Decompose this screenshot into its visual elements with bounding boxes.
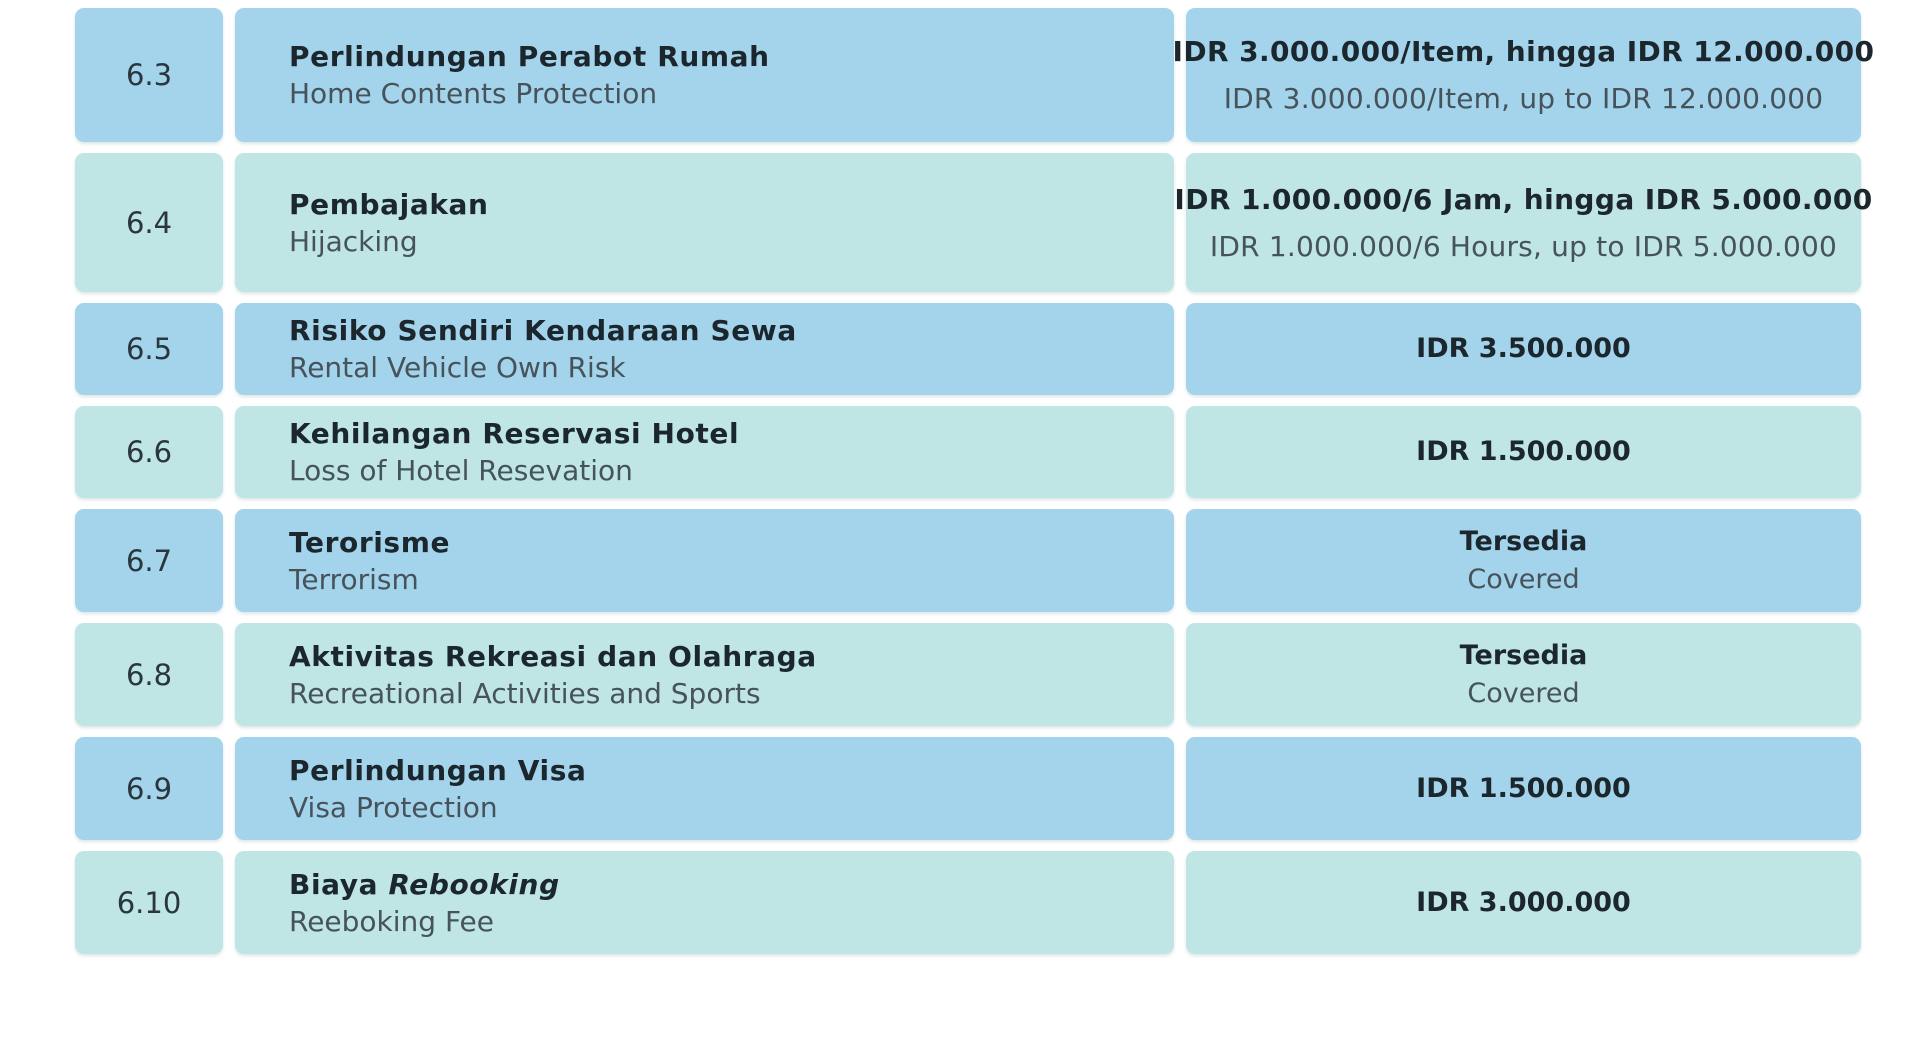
- benefit-description: [235, 8, 1174, 142]
- table-row: [75, 8, 1875, 142]
- benefit-limit: [1172, 8, 1875, 142]
- row-number: 6.7: [75, 509, 223, 612]
- limit-value-id: IDR 1.500.000: [1416, 772, 1631, 804]
- benefit-title-id: Terorisme: [289, 525, 451, 559]
- benefit-description: [235, 303, 1174, 395]
- limit-value-id: IDR 1.500.000: [1416, 436, 1631, 467]
- benefit-description: [235, 623, 1174, 726]
- table-row: [75, 153, 1873, 292]
- limit-value-id: IDR 3.000.000/Item, hingga IDR 12.000.000: [1172, 35, 1875, 68]
- limit-value-id: Tersedia: [1459, 525, 1588, 557]
- benefit-title-id: [289, 866, 1174, 903]
- benefit-description: [235, 509, 1174, 612]
- benefit-title-id: Kehilangan Reservasi Hotel: [289, 417, 740, 450]
- benefit-title-id: Aktivitas Rekreasi dan Olahraga: [289, 639, 817, 673]
- table-row: [75, 851, 1861, 954]
- row-number: 6.10: [75, 851, 223, 954]
- row-number: 6.3: [75, 8, 223, 142]
- benefit-title-en: Rental Vehicle Own Risk: [289, 351, 626, 384]
- table-row: [75, 509, 1861, 612]
- limit-value-id: IDR 1.000.000/6 Jam, hingga IDR 5.000.000: [1174, 182, 1873, 216]
- benefit-limit: [1186, 406, 1861, 498]
- table-row: [75, 623, 1861, 726]
- benefit-description: [235, 406, 1174, 498]
- limit-value-en: Covered: [1467, 563, 1580, 595]
- benefit-description: [235, 153, 1174, 292]
- benefit-limit: [1186, 509, 1861, 612]
- benefit-description: [235, 851, 1174, 954]
- row-number: 6.8: [75, 623, 223, 726]
- row-number: 6.9: [75, 737, 223, 840]
- benefit-limit: [1174, 153, 1873, 292]
- benefit-description: [235, 737, 1174, 840]
- benefit-title-id: Perlindungan Perabot Rumah: [289, 40, 770, 73]
- limit-value-id: IDR 3.000.000: [1416, 886, 1631, 918]
- benefit-title-id: Pembajakan: [289, 187, 489, 221]
- benefit-title-en: Hijacking: [289, 224, 418, 258]
- benefit-title-italic: Rebooking: [388, 867, 560, 901]
- table-row: [75, 303, 1861, 395]
- row-number: 6.4: [75, 153, 223, 292]
- coverage-table: [75, 8, 1875, 965]
- benefit-title-en: Reeboking Fee: [289, 904, 494, 938]
- benefit-limit: [1186, 623, 1861, 726]
- limit-value-id: Tersedia: [1459, 639, 1588, 671]
- limit-value-en: Covered: [1467, 677, 1580, 709]
- benefit-title-en: Home Contents Protection: [289, 77, 658, 110]
- row-number: 6.5: [75, 303, 223, 395]
- benefit-limit: [1186, 851, 1861, 954]
- table-row: [75, 406, 1861, 498]
- benefit-limit: [1186, 303, 1861, 395]
- limit-value-id: IDR 3.500.000: [1416, 333, 1631, 364]
- row-number: 6.6: [75, 406, 223, 498]
- limit-value-en: IDR 3.000.000/Item, up to IDR 12.000.000: [1223, 82, 1824, 115]
- benefit-title-id: Risiko Sendiri Kendaraan Sewa: [289, 314, 797, 347]
- benefit-limit: [1186, 737, 1861, 840]
- benefit-title-en: Recreational Activities and Sports: [289, 676, 761, 710]
- limit-value-en: IDR 1.000.000/6 Hours, up to IDR 5.000.000: [1209, 229, 1838, 263]
- benefit-title-id: Perlindungan Visa: [289, 753, 587, 787]
- benefit-title-en: Loss of Hotel Resevation: [289, 454, 633, 487]
- benefit-title-en: Terrorism: [289, 562, 419, 596]
- benefit-title-en: Visa Protection: [289, 790, 498, 824]
- benefit-title-prefix: Biaya: [289, 867, 389, 901]
- table-row: [75, 737, 1861, 840]
